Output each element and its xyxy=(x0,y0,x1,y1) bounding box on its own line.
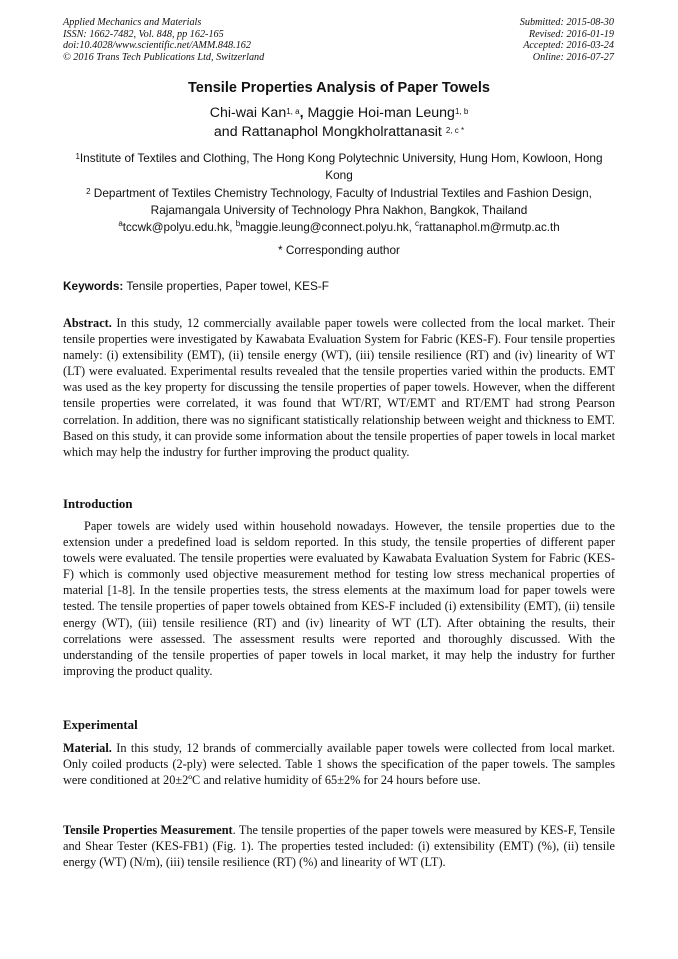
author-list xyxy=(0,104,678,142)
keywords xyxy=(63,279,615,293)
author-name: Rattanaphol Mongkholrattanasit xyxy=(241,124,442,140)
abstract-text: In this study, 12 commercially available paper towels were collected from the local market. Their tensile properties were investigated by Kawabata Evaluation System for Fabric (KES-F). Four tensile properties namely: (i) extensibility (EMT), (ii) tensile energy (WT), (iii) tensile resilience (RT) and (iv) linearity of WT (LT) were evaluated. Experimental results revealed that the tensile properties varied within the products. EMT was used as the key property for discussing the tensile properties of paper towels. However, when the different tensile properties were correlated, it was found that WT/RT, WT/EMT and RT/EMT had strong Pearson correlation. In addition, there was no significant statistically relationship between weight and thickness to EMT. Based on this study, it can provide some information about the tensile properties of paper towels in local market which may help the industry for further improving the product quality. xyxy=(63,316,615,459)
material-paragraph xyxy=(63,740,615,788)
section-heading-experimental: Experimental xyxy=(63,718,138,732)
introduction-paragraph: Paper towels are widely used within household nowadays. However, the tensile properties due to the extension under a predefined load is seldom reported. In this study, the tensile properties of different paper towels were evaluated. The tensile properties were evaluated by Kawabata Evaluation System for Fabric (KES-F) which is commonly used objective measurement method for testing low stress mechanical properties of material [1-8]. In the tensile properties tests, the stress elements at the maximum load for paper towels were tested. The tensile properties of paper towels obtained from KES-F included (i) extensibility (EMT), (ii) tensile energy (WT), (iii) tensile resilience (RT) and (iv) linearity of WT (LT). After obtaining the results, their correlations were assessed. The assessment results were reported and thoroughly discussed. With the understanding of the tensile properties of paper towels in local market, it may help the industry for further improving the product quality. xyxy=(63,519,615,678)
date-online: Online: 2016-07-27 xyxy=(532,51,614,63)
tensile-label: Tensile Properties Measurement xyxy=(63,823,233,837)
affiliation: $^2$ Department of Textiles Chemistry Technology, Faculty of Industrial Textiles and Fashion Design, Rajamangala University of Technology Phra Nakhon, Bangkok, Thailand xyxy=(86,186,592,217)
journal-issn: ISSN: 1662-7482, Vol. 848, pp 162-165 xyxy=(63,28,224,40)
author-conjunction: and xyxy=(213,124,242,140)
author-affiliation-marker: 2, c * xyxy=(445,126,465,135)
paper-title: Tensile Properties Analysis of Paper Towels xyxy=(188,80,490,96)
date-revised: Revised: 2016-01-19 xyxy=(528,28,614,40)
material-text: In this study, 12 brands of commercially available paper towels were collected from local market. Only coiled products (2-ply) were selected. Table 1 shows the specification of the paper towels. The samples were conditioned at 20±2ºC and relative humidity of 65±2% for 24 hours before use. xyxy=(63,741,615,788)
tensile-measurement-paragraph xyxy=(63,822,615,870)
keywords-text: Tensile properties, Paper towel, KES-F xyxy=(123,279,329,293)
email-link[interactable]: tccwk@polyu.edu.hk, xyxy=(122,221,236,234)
author-emails: $^a$tccwk@polyu.edu.hk, $^b$maggie.leung@connect.polyu.hk, $^c$rattanaphol.m@rmutp.ac.th xyxy=(118,219,560,234)
journal-copyright: © 2016 Trans Tech Publications Ltd, Switzerland xyxy=(63,51,265,63)
section-heading-introduction: Introduction xyxy=(63,497,133,511)
keywords-label: Keywords: xyxy=(63,279,124,293)
journal-header xyxy=(63,17,264,63)
date-accepted: Accepted: 2016-03-24 xyxy=(523,40,614,52)
tensile-text: . The tensile properties of the paper towels were measured by KES-F, Tensile and Shear Tester (KES-FB1) (Fig. 1). The properties tested included: (i) extensibility (EMT) (%), (ii) tensile energy (WT) (N/m), (iii) tensile resilience (RT) (%) and linearity of WT (LT). xyxy=(63,823,616,870)
material-label: Material. xyxy=(63,741,112,755)
abstract xyxy=(63,315,615,460)
journal-name: Applied Mechanics and Materials xyxy=(63,17,202,28)
submission-dates xyxy=(520,17,614,63)
journal-doi: doi:10.4028/www.scientific.net/AMM.848.162 xyxy=(63,40,251,52)
author-separator: , xyxy=(299,105,308,121)
author-affiliation-marker: 1, b xyxy=(454,107,469,116)
author-affiliation-marker: 1, a xyxy=(286,107,300,116)
affiliation: $^1$Institute of Textiles and Clothing, The Hong Kong Polytechnic University, Hung Hom, Kowloon, Hong Kong xyxy=(75,151,603,182)
corresponding-note: * Corresponding author xyxy=(278,243,400,257)
author-name: Maggie Hoi-man Leung xyxy=(307,105,455,121)
date-submitted: Submitted: 2015-08-30 xyxy=(519,17,614,28)
author-name: Chi-wai Kan xyxy=(209,105,287,121)
email-link[interactable]: maggie.leung@connect.polyu.hk, xyxy=(240,221,416,234)
abstract-label: Abstract. xyxy=(63,316,112,330)
email-link[interactable]: rattanaphol.m@rmutp.ac.th xyxy=(419,221,560,234)
